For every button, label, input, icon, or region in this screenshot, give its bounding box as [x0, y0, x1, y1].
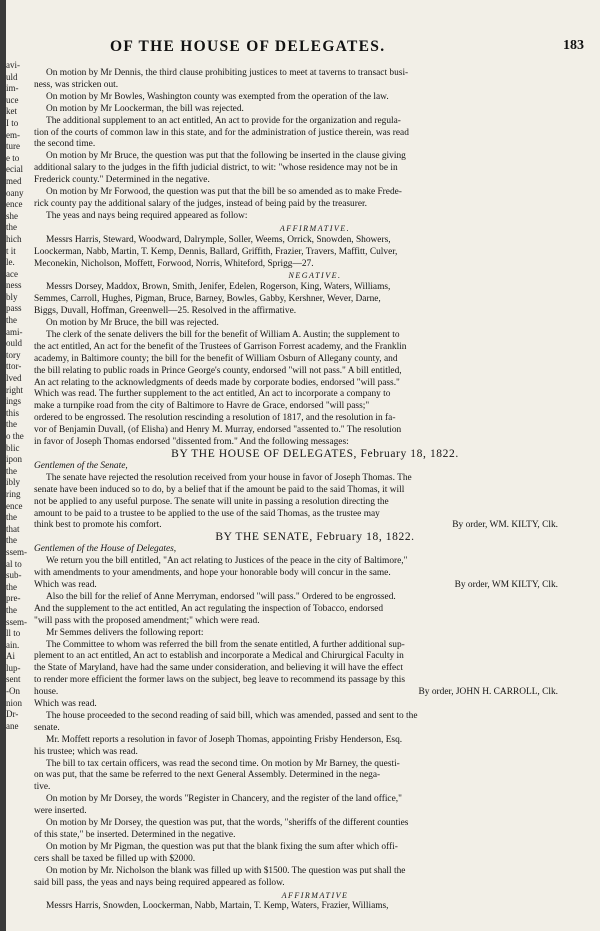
margin-fragment: hich [6, 233, 22, 244]
margin-fragment: uld [6, 71, 18, 82]
text-line: "will pass with the proposed amendment;" which were read. [34, 615, 260, 626]
text-line: with amendments to your amendments, and hope your honorable body will concur in the same. [34, 568, 391, 579]
text-line: senate. [34, 722, 60, 733]
margin-fragment: ane [6, 720, 19, 731]
margin-fragment: this [6, 407, 20, 418]
text-line: On motion by Mr Forwood, the question was put that the bill be so amended as to make Frede- [46, 187, 402, 198]
margin-fragment: sub- [6, 570, 22, 581]
text-line: his trustee; which was read. [34, 746, 138, 757]
margin-fragment: ecial [6, 164, 23, 175]
text-line: On motion by Mr. Nicholson the blank was filled up with $1500. The question was put shall the [46, 865, 406, 876]
margin-fragment: ence [6, 500, 23, 511]
text-line: On motion by Mr Pigman, the question was put that the blank fixing the sum after which offi- [46, 841, 398, 852]
margin-fragment: the [6, 315, 17, 326]
text-line: in favor of Joseph Thomas endorsed "dissented from." And the following messages: [34, 437, 349, 448]
text-line: The bill to tax certain officers, was read the second time. On motion by Mr Barney, the questi- [46, 758, 400, 769]
margin-fragment: oany [6, 187, 24, 198]
text-line: On motion by Mr Loockerman, the bill was rejected. [46, 103, 244, 114]
vote-heading: NEGATIVE. [288, 271, 342, 281]
text-line: Frederick county." Determined in the negative. [34, 175, 210, 186]
signature-line [34, 580, 596, 592]
text-line: said bill pass, the yeas and nays being required appeared as follow. [34, 877, 285, 888]
margin-fragment: im- [6, 83, 19, 94]
margin-fragment: she [6, 210, 18, 221]
salutation: Gentlemen of the House of Delegates, [34, 544, 177, 555]
text-line: Messrs Dorsey, Maddox, Brown, Smith, Jenifer, Edelen, Rogerson, King, Waters, Williams, [46, 282, 391, 293]
vote-heading: AFFIRMATIVE. [279, 223, 351, 233]
margin-fragment: avi- [6, 60, 20, 70]
line-text: think best to promote his comfort. [34, 520, 162, 531]
salutation: Gentlemen of the Senate, [34, 460, 128, 471]
margin-fragment: the [6, 465, 17, 476]
text-line: On motion by Mr Dorsey, the question was put, that the words, "sheriffs of the different counties [46, 818, 409, 829]
text-line: The additional supplement to an act entitled, An act to provide for the organization and regula- [46, 115, 401, 126]
margin-fragment: tory [6, 349, 21, 360]
margin-fragment: I to [6, 117, 19, 128]
text-line: Meconekin, Nicholson, Moffett, Forwood, Norris, Whiteford, Sprigg—27. [34, 258, 314, 269]
margin-fragment: Dr- [6, 709, 19, 720]
margin-fragment: lved [6, 373, 22, 384]
margin-fragment: o the [6, 431, 24, 441]
text-line: vor of Benjamin Duvall, (of Elisha) and Henry M. Murray, endorsed "assented to." The resolution [34, 425, 402, 436]
text-line: on was put, that the same be referred to the next General Assembly. Determined in the nega- [34, 770, 381, 781]
text-line: cers shall be taxed be filled up with $2000. [34, 853, 196, 864]
margin-fragment: ould [6, 338, 23, 349]
text-line: Mr Semmes delivers the following report: [46, 627, 204, 638]
text-line: senate have been induced so to do, by a belief that if the amount be paid to the said Thomas, it will [34, 484, 405, 495]
margin-fragment: right [6, 384, 23, 395]
margin-fragment: the [6, 535, 17, 546]
margin-fragment: blic [6, 442, 20, 453]
message-heading: BY THE HOUSE OF DELEGATES, February 18, 1822. [171, 448, 459, 460]
text-line: Loockerman, Nabb, Martin, T. Kemp, Dennis, Ballard, Griffith, Frazier, Travers, Maffitt, Culver, [34, 246, 398, 257]
running-head: OF THE HOUSE OF DELEGATES. [110, 38, 386, 55]
line-text: Which was read. [34, 579, 97, 590]
text-line: Also the bill for the relief of Anne Merryman, endorsed "will pass." Ordered to be engrossed. [46, 591, 396, 602]
text-line: not be applied to any useful purpose. The senate will unite in passing a resolution directing the [34, 496, 389, 507]
message-heading: BY THE SENATE, February 18, 1822. [215, 531, 415, 544]
text-line: An act relating to the acknowledgments of deeds made by corporate bodies, endorsed "will pass." [34, 377, 400, 388]
margin-fragment: em- [6, 129, 20, 140]
text-line: to render more efficient the former laws on the subject, beg leave to recommend its passage by this [34, 675, 406, 686]
text-line: The yeas and nays being required appeared as follow: [46, 210, 248, 221]
signature-line [34, 687, 596, 699]
text-line: academy, in Baltimore county; the bill for the benefit of William Osburn of Allegany county, and [34, 353, 398, 364]
page-header [40, 38, 586, 60]
margin-fragment: t it [6, 245, 16, 256]
text-line: On motion by Mr Dorsey, the words "Register in Chancery, and the register of the land office," [46, 794, 402, 805]
text-line: The clerk of the senate delivers the bill for the benefit of William A. Austin; the supplement to [46, 329, 400, 340]
text-line: tion of the courts of common law in this state, and for the administration of justice therein, was read [34, 127, 409, 138]
margin-fragment: le. [6, 257, 15, 268]
margin-fragment: ain. [6, 639, 20, 650]
margin-fragment: ssem- [6, 546, 27, 557]
text-line: On motion by Mr Dennis, the third clause prohibiting justices to meet at taverns to transact busi- [46, 68, 409, 78]
text-line: And the supplement to the act entitled, An act regulating the inspection of Tobacco, endorsed [34, 603, 384, 614]
margin-fragment: the [6, 604, 17, 615]
text-line: plement to an act entitled, An act to establish and incorporate a Medical and Chirurgical Faculty in [34, 651, 404, 662]
text-line: Messrs Harris, Steward, Woodward, Dalrymple, Soller, Weems, Orrick, Snowden, Showers, [46, 234, 391, 245]
text-line: ness, was stricken out. [34, 79, 119, 90]
signature: By order, WM. KILTY, Clk. [452, 520, 558, 531]
text-line: the second time. [34, 139, 96, 150]
text-line: Mr. Moffett reports a resolution in favor of Joseph Thomas, appointing Frisby Henderson, Esq. [46, 734, 403, 745]
text-line: Semmes, Carroll, Hughes, Pigman, Bruce, Barney, Bowles, Gabby, Kershner, Wever, Darne, [34, 294, 381, 305]
text-line: the State of Maryland, have had the same under consideration, and believing it will have the effect [34, 663, 403, 674]
text-line: We return you the bill entitled, "An act relating to Justices of the peace in the city of Baltimore," [46, 556, 408, 567]
margin-fragment: bly [6, 291, 18, 302]
text-line: amount to be paid to a trustee to be applied to the use of the said Thomas, as the trustee may [34, 508, 380, 519]
margin-fragment: ssem- [6, 616, 27, 627]
margin-fragment: ence [6, 199, 23, 210]
margin-fragment: ness [6, 280, 22, 291]
margin-fragment: nion [6, 697, 23, 708]
line-text: house. [34, 687, 59, 698]
margin-fragment: pre- [6, 593, 21, 604]
margin-fragment: ami- [6, 326, 23, 337]
margin-fragment: -On [6, 686, 20, 697]
text-line: On motion by Mr Bruce, the question was put that the following be inserted in the clause giving [46, 151, 406, 162]
text-line: the bill relating to public roads in Prince George's county, endorsed "will not pass." A bill entitled, [34, 365, 402, 376]
margin-fragment: ttor- [6, 361, 22, 372]
margin-fragment: the [6, 419, 17, 430]
text-line: On motion by Mr Bruce, the bill was rejected. [46, 318, 219, 329]
text-line: Messrs Harris, Snowden, Loockerman, Nabb, Martain, T. Kemp, Waters, Frazier, Williams, [46, 901, 389, 912]
margin-fragment: ture [6, 141, 20, 152]
margin-fragment: the [6, 581, 17, 592]
margin-fragment: ings [6, 396, 22, 407]
vote-heading: AFFIRMATIVE [281, 890, 349, 900]
margin-fragment: sent [6, 674, 21, 685]
margin-fragment: uce [6, 94, 19, 105]
margin-fragment: that [6, 523, 20, 534]
margin-fragment: pass [6, 303, 22, 314]
margin-fragment: ll to [6, 628, 21, 639]
margin-fragment: ace [6, 268, 18, 279]
margin-fragment: the [6, 512, 17, 523]
margin-fragment: lup- [6, 662, 21, 673]
margin-fragment: Ai [6, 651, 15, 662]
margin-fragment: ibly [6, 477, 21, 488]
text-line: additional salary to the judges in the fifth judicial district, to wit: "whose residence may not be in [34, 163, 398, 174]
text-line: The Committee to whom was referred the bill from the senate entitled, A further additional sup- [46, 639, 405, 650]
text-line: ordered to be engrossed. The resolution rescinding a resolution of 1817, and the resolution in fa- [34, 413, 396, 424]
text-line: Which was read. [34, 699, 97, 710]
margin-fragment: med [6, 175, 22, 186]
margin-fragment: the [6, 222, 17, 233]
text-line: rick county pay the additional salary of the judges, instead of being paid by the treasurer. [34, 198, 367, 209]
text-line: On motion by Mr Bowles, Washington county was exempted from the operation of the law. [46, 91, 389, 102]
margin-fragment: ipon [6, 454, 23, 465]
text-line: The senate have rejected the resolution received from your house in favor of Joseph Thomas. The [46, 472, 412, 483]
text-line: Which was read. The further supplement to the act entitled, An act to incorporate a company to [34, 389, 391, 400]
margin-fragment: al to [6, 558, 22, 569]
text-line: The house proceeded to the second reading of said bill, which was amended, passed and sent to the [46, 710, 418, 721]
margin-fragment: ket [6, 106, 17, 117]
journal-body [34, 68, 596, 913]
text-line: make a turnpike road from the city of Baltimore to Havre de Grace, endorsed "will pass;" [34, 401, 370, 412]
signature: By order, JOHN H. CARROLL, Clk. [418, 687, 558, 698]
signature: By order, WM KILTY, Clk. [454, 579, 558, 590]
text-line: Biggs, Duvall, Hoffman, Greenwell—25. Resolved in the affirmative. [34, 306, 297, 317]
page-number: 183 [563, 38, 584, 53]
text-line: tive. [34, 782, 51, 793]
text-line: were inserted. [34, 806, 87, 817]
margin-fragment: e to [6, 152, 20, 163]
facing-page-margin [6, 60, 30, 930]
margin-fragment: ring [6, 488, 21, 499]
text-line: the act entitled, An act for the benefit of the Trustees of Garrison Forrest academy, and the Franklin [34, 341, 407, 352]
text-line: of this state," be inserted. Determined in the negative. [34, 830, 236, 840]
